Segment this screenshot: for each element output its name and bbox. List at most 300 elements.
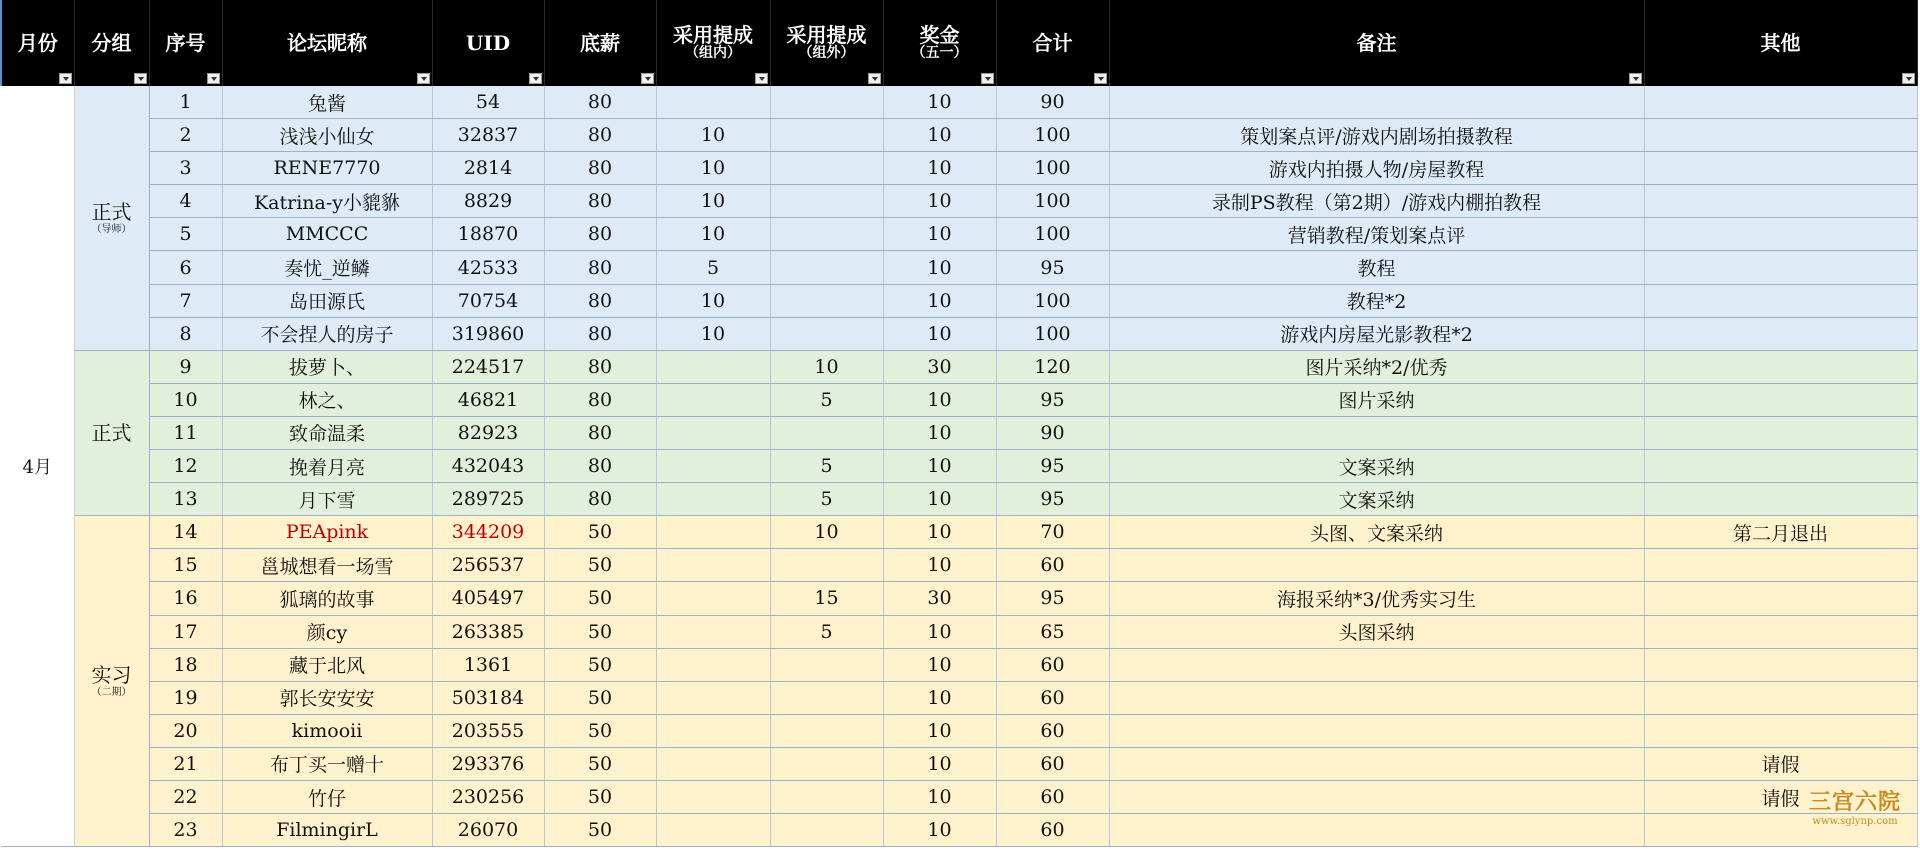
cell-base[interactable]: 80: [544, 350, 656, 383]
cell-seq[interactable]: 15: [149, 549, 222, 582]
cell-other[interactable]: [1644, 152, 1917, 185]
table-row: [1, 483, 1917, 516]
cell-uid[interactable]: 289725: [432, 483, 544, 516]
cell-seq[interactable]: 18: [149, 648, 222, 681]
cell-out[interactable]: [770, 284, 883, 317]
cell-total[interactable]: 100: [996, 284, 1109, 317]
cell-base[interactable]: 80: [544, 86, 656, 119]
table-row: [1, 648, 1917, 681]
table-row: [1, 450, 1917, 483]
cell-nick[interactable]: 林之、: [222, 383, 432, 416]
cell-total[interactable]: 60: [996, 549, 1109, 582]
table-row: [1, 317, 1917, 350]
cell-other[interactable]: [1644, 681, 1917, 714]
table-row: [1, 814, 1917, 847]
cell-base[interactable]: 50: [544, 780, 656, 813]
cell-other[interactable]: [1644, 549, 1917, 582]
cell-nick[interactable]: 布丁买一赠十: [222, 747, 432, 780]
cell-total[interactable]: 90: [996, 86, 1109, 119]
cell-bonus[interactable]: 30: [883, 582, 996, 615]
group-cell[interactable]: [74, 516, 149, 847]
cell-in[interactable]: [656, 416, 770, 449]
cell-other[interactable]: [1644, 350, 1917, 383]
cell-uid[interactable]: 230256: [432, 780, 544, 813]
cell-nick[interactable]: 不会捏人的房子: [222, 317, 432, 350]
cell-other[interactable]: [1644, 582, 1917, 615]
cell-nick[interactable]: 岛田源氏: [222, 284, 432, 317]
cell-nick[interactable]: 竹仔: [222, 780, 432, 813]
filter-dropdown-icon[interactable]: [981, 73, 994, 84]
cell-seq[interactable]: 5: [149, 218, 222, 251]
group-cell[interactable]: [74, 350, 149, 515]
cell-nick[interactable]: 郭长安安安: [222, 681, 432, 714]
cell-nick[interactable]: 月下雪: [222, 483, 432, 516]
col-header-in[interactable]: [656, 0, 770, 86]
cell-base[interactable]: 50: [544, 615, 656, 648]
month-cell[interactable]: 4月: [1, 86, 74, 847]
cell-in[interactable]: [656, 86, 770, 119]
group-cell[interactable]: [74, 86, 149, 350]
cell-total[interactable]: 60: [996, 714, 1109, 747]
cell-out[interactable]: [770, 747, 883, 780]
cell-seq[interactable]: 17: [149, 615, 222, 648]
cell-base[interactable]: 80: [544, 218, 656, 251]
cell-base[interactable]: 80: [544, 284, 656, 317]
cell-out[interactable]: [770, 714, 883, 747]
col-header-bonus-line1: 奖金: [919, 23, 960, 48]
cell-uid[interactable]: 203555: [432, 714, 544, 747]
cell-out[interactable]: [770, 681, 883, 714]
cell-seq[interactable]: 23: [149, 814, 222, 847]
cell-total[interactable]: 100: [996, 119, 1109, 152]
cell-seq[interactable]: 13: [149, 483, 222, 516]
cell-bonus[interactable]: 10: [883, 714, 996, 747]
cell-seq[interactable]: 10: [149, 383, 222, 416]
cell-other[interactable]: [1644, 648, 1917, 681]
cell-seq[interactable]: 21: [149, 747, 222, 780]
cell-base[interactable]: 50: [544, 549, 656, 582]
col-header-notes-label: 备注: [1356, 30, 1397, 55]
cell-base[interactable]: 80: [544, 450, 656, 483]
cell-seq[interactable]: 16: [149, 582, 222, 615]
col-header-out[interactable]: [770, 0, 883, 86]
cell-bonus[interactable]: 10: [883, 152, 996, 185]
cell-nick[interactable]: MMCCC: [222, 218, 432, 251]
col-header-out-line1: 采用提成: [786, 23, 867, 48]
cell-other[interactable]: [1644, 218, 1917, 251]
cell-in[interactable]: [656, 615, 770, 648]
cell-other[interactable]: [1644, 383, 1917, 416]
col-header-base[interactable]: [544, 0, 656, 86]
cell-in[interactable]: [656, 648, 770, 681]
cell-notes[interactable]: [1109, 780, 1644, 813]
cell-notes[interactable]: [1109, 681, 1644, 714]
cell-total[interactable]: 60: [996, 747, 1109, 780]
cell-seq[interactable]: 20: [149, 714, 222, 747]
cell-uid[interactable]: 224517: [432, 350, 544, 383]
cell-total[interactable]: 95: [996, 450, 1109, 483]
cell-nick[interactable]: 兔酱: [222, 86, 432, 119]
cell-total[interactable]: 100: [996, 152, 1109, 185]
cell-notes[interactable]: [1109, 549, 1644, 582]
cell-base[interactable]: 50: [544, 582, 656, 615]
cell-notes[interactable]: 海报采纳*3/优秀实习生: [1109, 582, 1644, 615]
cell-base[interactable]: 80: [544, 119, 656, 152]
col-header-nick-label: 论坛昵称: [287, 30, 367, 55]
cell-base[interactable]: 80: [544, 185, 656, 218]
cell-notes[interactable]: 图片采纳: [1109, 383, 1644, 416]
table-row: [1, 251, 1917, 284]
cell-nick[interactable]: PEApink: [222, 516, 432, 549]
cell-total[interactable]: 60: [996, 814, 1109, 847]
cell-base[interactable]: 80: [544, 251, 656, 284]
cell-out[interactable]: [770, 152, 883, 185]
cell-other[interactable]: 请假: [1644, 780, 1917, 813]
cell-base[interactable]: 80: [544, 317, 656, 350]
cell-in[interactable]: 10: [656, 119, 770, 152]
col-header-uid[interactable]: [432, 0, 544, 86]
cell-in[interactable]: [656, 483, 770, 516]
cell-nick[interactable]: 挽着月亮: [222, 450, 432, 483]
cell-bonus[interactable]: 10: [883, 86, 996, 119]
cell-nick[interactable]: RENE7770: [222, 152, 432, 185]
header-row: [1, 0, 1917, 86]
cell-base[interactable]: 50: [544, 516, 656, 549]
cell-base[interactable]: 50: [544, 648, 656, 681]
cell-nick[interactable]: 邕城想看一场雪: [222, 549, 432, 582]
col-header-nick[interactable]: [222, 0, 432, 86]
cell-uid[interactable]: 26070: [432, 814, 544, 847]
filter-dropdown-icon[interactable]: [529, 73, 542, 84]
cell-out[interactable]: [770, 416, 883, 449]
cell-bonus[interactable]: 10: [883, 747, 996, 780]
cell-notes[interactable]: 教程: [1109, 251, 1644, 284]
cell-uid[interactable]: 1361: [432, 648, 544, 681]
cell-bonus[interactable]: 30: [883, 350, 996, 383]
cell-seq[interactable]: 14: [149, 516, 222, 549]
cell-bonus[interactable]: 10: [883, 251, 996, 284]
group-label: 实习: [91, 663, 132, 688]
col-header-uid-label: UID: [465, 30, 511, 55]
cell-notes[interactable]: [1109, 648, 1644, 681]
cell-bonus[interactable]: 10: [883, 648, 996, 681]
cell-in[interactable]: [656, 383, 770, 416]
cell-uid[interactable]: 70754: [432, 284, 544, 317]
col-header-month-label: 月份: [17, 30, 58, 55]
table-row: [1, 350, 1917, 383]
group-note: （二期）: [91, 687, 132, 699]
cell-base[interactable]: 80: [544, 483, 656, 516]
cell-seq[interactable]: 19: [149, 681, 222, 714]
col-header-in-line1: 采用提成: [673, 23, 753, 48]
cell-out[interactable]: [770, 185, 883, 218]
cell-base[interactable]: 80: [544, 383, 656, 416]
filter-dropdown-icon[interactable]: [868, 73, 881, 84]
cell-other[interactable]: [1644, 284, 1917, 317]
filter-dropdown-icon[interactable]: [755, 73, 768, 84]
cell-seq[interactable]: 12: [149, 450, 222, 483]
cell-seq[interactable]: 2: [149, 119, 222, 152]
cell-other[interactable]: 请假: [1644, 747, 1917, 780]
cell-out[interactable]: 5: [770, 483, 883, 516]
cell-other[interactable]: 第二月退出: [1644, 516, 1917, 549]
cell-bonus[interactable]: 10: [883, 615, 996, 648]
cell-out[interactable]: 10: [770, 516, 883, 549]
cell-other[interactable]: [1644, 416, 1917, 449]
col-header-other-label: 其他: [1760, 30, 1801, 55]
table-row: [1, 747, 1917, 780]
cell-seq[interactable]: 9: [149, 350, 222, 383]
cell-in[interactable]: [656, 780, 770, 813]
cell-out[interactable]: 5: [770, 450, 883, 483]
cell-out[interactable]: [770, 648, 883, 681]
cell-in[interactable]: [656, 549, 770, 582]
cell-seq[interactable]: 6: [149, 251, 222, 284]
cell-in[interactable]: 10: [656, 284, 770, 317]
cell-nick[interactable]: kimooii: [222, 714, 432, 747]
col-header-total[interactable]: [996, 0, 1109, 86]
cell-nick[interactable]: 奏忧_逆鳞: [222, 251, 432, 284]
cell-total[interactable]: 65: [996, 615, 1109, 648]
table-row: [1, 714, 1917, 747]
cell-base[interactable]: 50: [544, 714, 656, 747]
cell-other[interactable]: [1644, 483, 1917, 516]
cell-other[interactable]: [1644, 615, 1917, 648]
cell-seq[interactable]: 7: [149, 284, 222, 317]
cell-other[interactable]: [1644, 86, 1917, 119]
site-watermark-logo: [1800, 785, 1910, 841]
cell-in[interactable]: 10: [656, 317, 770, 350]
col-header-base-label: 底薪: [580, 30, 620, 55]
cell-other[interactable]: [1644, 317, 1917, 350]
cell-total[interactable]: 95: [996, 251, 1109, 284]
cell-seq[interactable]: 11: [149, 416, 222, 449]
filter-dropdown-icon[interactable]: [1629, 73, 1642, 84]
col-header-notes[interactable]: [1109, 0, 1644, 86]
cell-in[interactable]: 10: [656, 185, 770, 218]
cell-base[interactable]: 80: [544, 152, 656, 185]
table-row: [1, 119, 1917, 152]
cell-in[interactable]: [656, 516, 770, 549]
cell-base[interactable]: 80: [544, 416, 656, 449]
cell-in[interactable]: [656, 747, 770, 780]
cell-seq[interactable]: 3: [149, 152, 222, 185]
table-row: [1, 416, 1917, 449]
cell-seq[interactable]: 22: [149, 780, 222, 813]
cell-base[interactable]: 50: [544, 747, 656, 780]
cell-out[interactable]: [770, 86, 883, 119]
cell-notes[interactable]: 游戏内房屋光影教程*2: [1109, 317, 1644, 350]
cell-uid[interactable]: 46821: [432, 383, 544, 416]
cell-seq[interactable]: 4: [149, 185, 222, 218]
cell-notes[interactable]: 文案采纳: [1109, 483, 1644, 516]
cell-bonus[interactable]: 10: [883, 317, 996, 350]
cell-uid[interactable]: 32837: [432, 119, 544, 152]
cell-bonus[interactable]: 10: [883, 549, 996, 582]
cell-uid[interactable]: 42533: [432, 251, 544, 284]
cell-other[interactable]: [1644, 251, 1917, 284]
cell-bonus[interactable]: 10: [883, 483, 996, 516]
cell-seq[interactable]: 8: [149, 317, 222, 350]
cell-in[interactable]: [656, 814, 770, 847]
col-header-seq[interactable]: [149, 0, 222, 86]
cell-nick[interactable]: Katrina-y小貔貅: [222, 185, 432, 218]
filter-dropdown-icon[interactable]: [641, 73, 654, 84]
table-row: [1, 582, 1917, 615]
cell-uid[interactable]: 263385: [432, 615, 544, 648]
cell-notes[interactable]: [1109, 714, 1644, 747]
group-label: 正式: [91, 420, 132, 445]
cell-out[interactable]: 10: [770, 350, 883, 383]
filter-dropdown-icon[interactable]: [134, 73, 147, 84]
cell-out[interactable]: [770, 119, 883, 152]
watermark-title: 三宫六院: [1808, 789, 1901, 815]
group-label: 正式: [91, 199, 132, 224]
cell-other[interactable]: [1644, 714, 1917, 747]
cell-out[interactable]: 5: [770, 383, 883, 416]
table-row: [1, 185, 1917, 218]
cell-bonus[interactable]: 10: [883, 450, 996, 483]
cell-uid[interactable]: 293376: [432, 747, 544, 780]
cell-nick[interactable]: 致命温柔: [222, 416, 432, 449]
cell-total[interactable]: 95: [996, 582, 1109, 615]
cell-bonus[interactable]: 10: [883, 416, 996, 449]
col-header-other[interactable]: [1644, 0, 1917, 86]
cell-total[interactable]: 70: [996, 516, 1109, 549]
cell-in[interactable]: 10: [656, 152, 770, 185]
cell-nick[interactable]: 浅浅小仙女: [222, 119, 432, 152]
cell-in[interactable]: [656, 681, 770, 714]
cell-uid[interactable]: 344209: [432, 516, 544, 549]
cell-other[interactable]: [1644, 119, 1917, 152]
table-row: [1, 681, 1917, 714]
cell-in[interactable]: 10: [656, 218, 770, 251]
cell-uid[interactable]: 2814: [432, 152, 544, 185]
cell-out[interactable]: [770, 317, 883, 350]
cell-nick[interactable]: 狐璃的故事: [222, 582, 432, 615]
cell-base[interactable]: 50: [544, 814, 656, 847]
cell-nick[interactable]: 拔萝卜、: [222, 350, 432, 383]
cell-uid[interactable]: 503184: [432, 681, 544, 714]
cell-uid[interactable]: 54: [432, 86, 544, 119]
cell-uid[interactable]: 18870: [432, 218, 544, 251]
cell-out[interactable]: [770, 780, 883, 813]
col-header-seq-label: 序号: [165, 30, 206, 55]
col-header-group[interactable]: [74, 0, 149, 86]
cell-base[interactable]: 50: [544, 681, 656, 714]
cell-uid[interactable]: 432043: [432, 450, 544, 483]
cell-in[interactable]: [656, 450, 770, 483]
cell-seq[interactable]: 1: [149, 86, 222, 119]
table-row: [1, 780, 1917, 813]
cell-notes[interactable]: 教程*2: [1109, 284, 1644, 317]
table-row: [1, 383, 1917, 416]
cell-uid[interactable]: 405497: [432, 582, 544, 615]
cell-bonus[interactable]: 10: [883, 185, 996, 218]
cell-bonus[interactable]: 10: [883, 516, 996, 549]
col-header-out-line2: （组外）: [798, 45, 855, 62]
cell-notes[interactable]: 策划案点评/游戏内剧场拍摄教程: [1109, 119, 1644, 152]
cell-in[interactable]: [656, 350, 770, 383]
cell-in[interactable]: 5: [656, 251, 770, 284]
watermark-url: www.sglynp.com: [1812, 816, 1898, 827]
cell-total[interactable]: 100: [996, 185, 1109, 218]
cell-out[interactable]: [770, 218, 883, 251]
filter-dropdown-icon[interactable]: [207, 73, 220, 84]
cell-nick[interactable]: 藏于北风: [222, 648, 432, 681]
cell-bonus[interactable]: 10: [883, 814, 996, 847]
col-header-total-label: 合计: [1032, 30, 1073, 55]
col-header-bonus[interactable]: [883, 0, 996, 86]
cell-bonus[interactable]: 10: [883, 284, 996, 317]
cell-uid[interactable]: 8829: [432, 185, 544, 218]
cell-notes[interactable]: [1109, 747, 1644, 780]
cell-in[interactable]: [656, 582, 770, 615]
group-note: （导师）: [91, 223, 132, 235]
cell-out[interactable]: [770, 814, 883, 847]
cell-notes[interactable]: [1109, 416, 1644, 449]
table-row: [1, 86, 1917, 119]
cell-total[interactable]: 60: [996, 681, 1109, 714]
cell-total[interactable]: 95: [996, 383, 1109, 416]
cell-bonus[interactable]: 10: [883, 383, 996, 416]
cell-out[interactable]: [770, 251, 883, 284]
cell-notes[interactable]: 文案采纳: [1109, 450, 1644, 483]
cell-notes[interactable]: [1109, 814, 1644, 847]
cell-nick[interactable]: 颜cy: [222, 615, 432, 648]
cell-notes[interactable]: 头图、文案采纳: [1109, 516, 1644, 549]
cell-total[interactable]: 100: [996, 317, 1109, 350]
cell-bonus[interactable]: 10: [883, 119, 996, 152]
cell-notes[interactable]: 营销教程/策划案点评: [1109, 218, 1644, 251]
table-body: [1, 86, 1917, 847]
cell-total[interactable]: 120: [996, 350, 1109, 383]
table-row: [1, 615, 1917, 648]
cell-notes[interactable]: 图片采纳*2/优秀: [1109, 350, 1644, 383]
cell-bonus[interactable]: 10: [883, 780, 996, 813]
cell-bonus[interactable]: 10: [883, 681, 996, 714]
filter-dropdown-icon[interactable]: [417, 73, 430, 84]
col-header-month[interactable]: [1, 0, 74, 86]
cell-notes[interactable]: 头图采纳: [1109, 615, 1644, 648]
cell-out[interactable]: [770, 549, 883, 582]
filter-dropdown-icon[interactable]: [1094, 73, 1107, 84]
cell-nick[interactable]: FilmingirL: [222, 814, 432, 847]
filter-dropdown-icon[interactable]: [59, 73, 72, 84]
col-header-bonus-line2: （五一）: [911, 45, 968, 62]
cell-bonus[interactable]: 10: [883, 218, 996, 251]
col-header-in-line2: （组内）: [685, 45, 741, 62]
cell-total[interactable]: 90: [996, 416, 1109, 449]
table-row: [1, 549, 1917, 582]
cell-out[interactable]: 5: [770, 615, 883, 648]
cell-other[interactable]: [1644, 450, 1917, 483]
cell-notes[interactable]: 游戏内拍摄人物/房屋教程: [1109, 152, 1644, 185]
cell-in[interactable]: [656, 714, 770, 747]
cell-total[interactable]: 60: [996, 780, 1109, 813]
cell-uid[interactable]: 82923: [432, 416, 544, 449]
cell-out[interactable]: 15: [770, 582, 883, 615]
cell-total[interactable]: 60: [996, 648, 1109, 681]
filter-dropdown-icon[interactable]: [1902, 73, 1915, 84]
cell-other[interactable]: [1644, 185, 1917, 218]
cell-total[interactable]: 95: [996, 483, 1109, 516]
cell-total[interactable]: 100: [996, 218, 1109, 251]
cell-notes[interactable]: [1109, 86, 1644, 119]
cell-uid[interactable]: 319860: [432, 317, 544, 350]
cell-uid[interactable]: 256537: [432, 549, 544, 582]
cell-notes[interactable]: 录制PS教程（第2期）/游戏内棚拍教程: [1109, 185, 1644, 218]
